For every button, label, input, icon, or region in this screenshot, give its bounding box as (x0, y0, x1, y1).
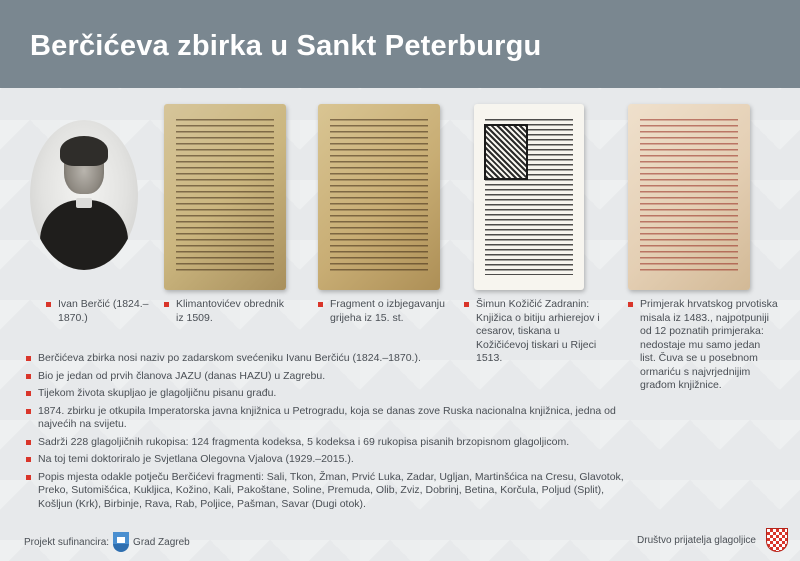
portrait-hair (60, 136, 108, 166)
caption-portrait: Ivan Berčić (1824.–1870.) (46, 298, 156, 325)
zagreb-crest-icon (113, 532, 129, 552)
bullet-item: Berčićeva zbirka nosi naziv po zadarskom svećeniku Ivanu Berčiću (1824.–1870.). (26, 352, 626, 366)
printed-book-image (474, 104, 584, 290)
bullet-item: Sadrži 228 glagoljičnih rukopisa: 124 fragmenta kodeksa, 5 kodeksa i 69 rukopisa pisanih brzopisnom glagoljicom. (26, 436, 626, 450)
bullet-item: Tijekom života skupljao je glagoljičnu pisanu građu. (26, 387, 626, 401)
organization-name: Društvo prijatelja glagoljice (637, 534, 756, 546)
woodcut-illustration (484, 124, 528, 180)
manuscript-image-1 (164, 104, 286, 290)
caption-ms1: Klimantovićev obrednik iz 1509. (164, 298, 294, 325)
header-banner (0, 0, 800, 88)
portrait-photo (30, 120, 138, 270)
portrait-collar (76, 198, 92, 208)
missal-page-image (628, 104, 750, 290)
footer-organization (637, 528, 788, 552)
manuscript-image-2 (318, 104, 440, 290)
caption-ms2: Fragment o izbjegavanju grijeha iz 15. st. (318, 298, 458, 325)
manuscript-text-lines (176, 119, 274, 275)
manuscript-text-lines (330, 119, 428, 275)
caption-ms4: Primjerak hrvatskog prvotiska misala iz 1483., najpotpuniji od 12 poznatih primjeraka: nedostaje mu samo jedan list. Čuva se u posebnom ormariću s najvrjednijim građom knjižnice. (628, 298, 778, 393)
sponsor-label: Projekt sufinancira: (24, 536, 110, 548)
bullet-list (26, 352, 626, 515)
croatian-checkerboard-icon (766, 528, 788, 552)
portrait-body (40, 200, 128, 270)
bullet-item: Bio je jedan od prvih članova JAZU (danas HAZU) u Zagrebu. (26, 370, 626, 384)
bullet-item: Na toj temi doktoriralo je Svjetlana Olegovna Vjalova (1929.–2015.). (26, 453, 626, 467)
sponsor-name: Grad Zagreb (133, 536, 190, 548)
missal-text-lines (640, 119, 738, 275)
bullet-item: 1874. zbirku je otkupila Imperatorska javna knjižnica u Petrogradu, koja se danas zove Ruska nacionalna knjižnica, jedna od najvećih na svijetu. (26, 405, 626, 432)
page-title: Berčićeva zbirka u Sankt Peterburgu (30, 30, 542, 62)
caption-ms3: Šimun Kožičić Zadranin: Knjižica o bitiju arhierejov i cesarov, tiskana u Kožičićevoj tiskari u Rijeci 1513. (464, 298, 614, 366)
footer-sponsor (24, 532, 190, 552)
bullet-item: Popis mjesta odakle potječu Berčićevi fragmenti: Sali, Tkon, Žman, Prvić Luka, Zadar, Ugljan, Martinšćica na Cresu, Glavotok, Preko, Sutomišćica, Kukljica, Kožino, Kali, Pakoštane, Soline, Premuda, Olib, Zviz, Dobrinj, Betina, Korčula, Poljud (Split), Košljun (Krk), Birbinje, Rava, Rab, Poljice, Pašman, Savar (Dugi otok). (26, 471, 626, 512)
